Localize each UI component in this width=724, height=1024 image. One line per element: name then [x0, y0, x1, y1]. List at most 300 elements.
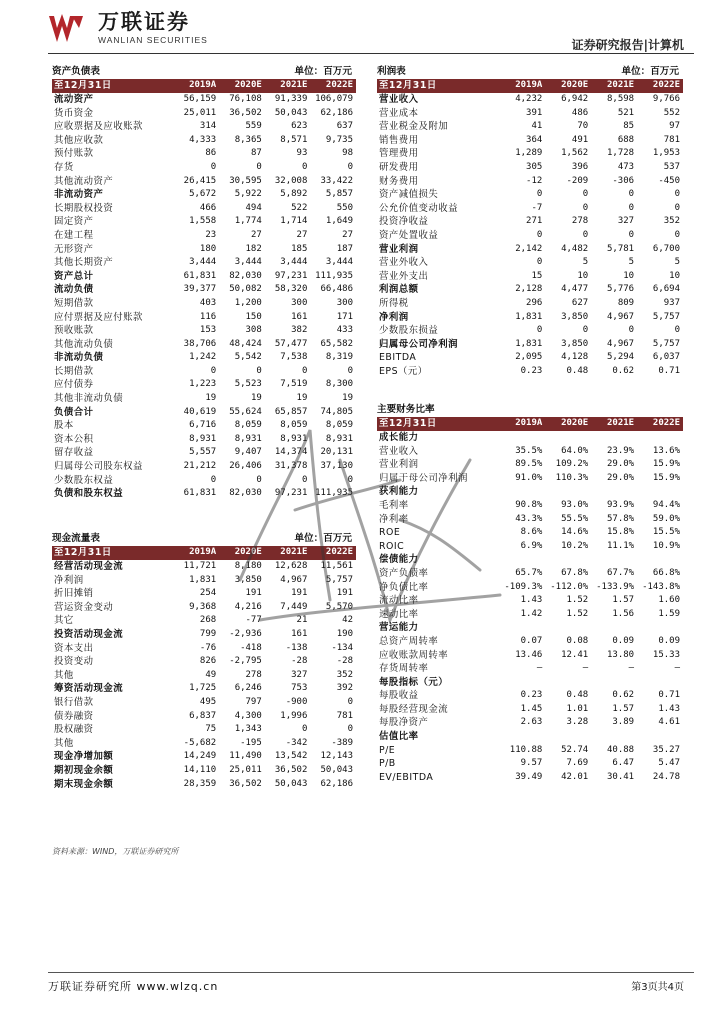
table-unit: 单位：百万元 — [294, 533, 352, 545]
table-row — [377, 553, 683, 567]
cell-value: 15 — [531, 270, 543, 281]
row-label: 其它 — [54, 615, 74, 627]
cell-value: 58,320 — [274, 284, 308, 295]
row-label: 净利润 — [54, 574, 84, 586]
table-row — [377, 730, 683, 744]
row-label: 营业收入 — [379, 445, 419, 457]
row-label: 其他非流动负债 — [54, 393, 124, 405]
cell-value: 62,186 — [320, 107, 353, 118]
row-label: 速动比率 — [379, 608, 419, 620]
cell-value: 38,706 — [183, 338, 217, 349]
table-row — [52, 710, 356, 724]
cell-value: -77 — [245, 615, 262, 626]
row-label: 投资净收益 — [379, 216, 429, 228]
cell-value: -133.9% — [596, 581, 635, 592]
row-label: 股本 — [54, 420, 74, 432]
cell-value: 5,672 — [189, 189, 217, 200]
row-label: 非流动负债 — [54, 352, 104, 364]
table-row — [377, 283, 683, 297]
cell-value: 0 — [210, 161, 217, 172]
cell-value: 9,407 — [234, 447, 262, 458]
row-label: 资产处置收益 — [379, 229, 439, 241]
cell-value: 50,043 — [320, 764, 353, 775]
cell-value — [545, 485, 591, 499]
row-label: 每股指标（元） — [379, 676, 449, 688]
cell-value: 308 — [245, 325, 262, 336]
column-header: 2021E — [265, 79, 311, 93]
cell-value: 8,931 — [189, 433, 217, 444]
cell-value: 3,850 — [234, 574, 262, 585]
cell-value: 0.48 — [566, 365, 589, 376]
cell-value: 1.01 — [566, 703, 589, 714]
cell-value: 1,562 — [561, 148, 589, 159]
cell-value: 12.41 — [561, 649, 589, 660]
page-header — [0, 0, 724, 54]
cell-value: -109.3% — [504, 581, 543, 592]
cell-value: 1.57 — [612, 703, 635, 714]
cell-value: 15.9% — [652, 459, 680, 470]
table-row — [377, 215, 683, 229]
cell-value: 0 — [210, 365, 217, 376]
cell-value: 57.8% — [606, 513, 635, 524]
cell-value: 31,378 — [274, 461, 308, 472]
cell-value: 6,837 — [189, 710, 217, 721]
cell-value: 10.2% — [561, 540, 589, 551]
cell-value: 8,059 — [325, 420, 353, 431]
cell-value: 91,339 — [274, 94, 308, 104]
cell-value: 110.3% — [555, 472, 589, 483]
table-title: 现金流量表 — [52, 533, 100, 545]
cell-value: 0.62 — [612, 365, 635, 376]
header-divider — [48, 53, 694, 54]
cell-value: 6.47 — [612, 758, 635, 769]
table-row — [377, 513, 683, 527]
cell-value: 623 — [291, 121, 308, 132]
cell-value: 66,486 — [320, 284, 353, 295]
table-row — [377, 526, 683, 540]
row-label: 流动比率 — [379, 595, 419, 607]
cell-value: 0.62 — [612, 690, 635, 701]
table-row — [377, 351, 683, 365]
cell-value: -12 — [526, 175, 543, 186]
cell-value: 6,700 — [652, 243, 680, 254]
cell-value: 1,558 — [189, 216, 217, 227]
cell-value: 7.69 — [566, 758, 589, 769]
cell-value: 75 — [205, 724, 217, 735]
row-label: 营业成本 — [379, 107, 419, 119]
row-label: 成长能力 — [379, 432, 419, 443]
footer-brand: 万联证券研究所 www.wlzq.cn — [48, 980, 219, 993]
row-label: EPS（元） — [379, 365, 428, 377]
page-number: 第3页共4页 — [631, 982, 684, 993]
cell-value: -28 — [336, 656, 353, 667]
cell-value — [545, 676, 591, 690]
cell-value: 6,942 — [561, 94, 589, 104]
cell-value: 8,571 — [280, 134, 308, 145]
cell-value: 48,424 — [229, 338, 262, 349]
cell-value: 6,716 — [189, 420, 217, 431]
cell-value — [637, 485, 683, 499]
row-label: 折旧摊销 — [54, 588, 94, 600]
row-label: 固定资产 — [54, 216, 94, 228]
table-row — [377, 689, 683, 703]
cell-value: 254 — [199, 588, 217, 599]
cell-value: 19 — [250, 393, 262, 404]
cell-value: 5 — [582, 257, 589, 268]
cell-value: 109.2% — [555, 459, 589, 470]
cell-value: 14,374 — [274, 447, 308, 458]
cell-value: — — [536, 663, 543, 674]
row-label: 资产负债率 — [379, 567, 429, 579]
table-row — [377, 188, 683, 202]
cell-value: 90.8% — [515, 499, 543, 510]
cell-value: 0.71 — [658, 690, 680, 701]
cell-value: 161 — [291, 311, 308, 322]
cash-flow-table — [52, 531, 356, 791]
row-label: 营业外支出 — [379, 270, 429, 282]
cell-value: 8,059 — [234, 420, 262, 431]
table-unit: 单位：百万元 — [621, 66, 679, 78]
cell-value — [591, 730, 637, 744]
table-row — [52, 93, 356, 107]
cell-value: 9.57 — [520, 758, 543, 769]
table-row — [52, 120, 356, 134]
table-row — [52, 460, 356, 474]
cell-value: 97 — [669, 121, 680, 132]
row-label: 投资变动 — [54, 656, 94, 668]
column-header: 2022E — [310, 79, 356, 93]
cell-value: 55,624 — [229, 406, 262, 417]
cell-value: 65,582 — [320, 338, 353, 349]
cell-value: 180 — [199, 243, 217, 254]
row-label: 货币资金 — [54, 107, 94, 119]
row-label: 资产总计 — [54, 270, 94, 282]
cell-value: 3,850 — [561, 311, 589, 322]
cell-value: 1.60 — [658, 595, 680, 606]
table-title: 主要财务比率 — [377, 404, 435, 416]
cell-value: 5.47 — [658, 758, 680, 769]
row-label: 少数股东损益 — [379, 325, 439, 337]
row-label: 其他 — [54, 669, 74, 681]
table-row — [52, 406, 356, 420]
column-header: 2021E — [265, 546, 311, 560]
cell-value: 50,043 — [274, 778, 308, 789]
row-label: 筹资活动现金流 — [54, 683, 124, 695]
cell-value: 8,180 — [234, 561, 262, 571]
cell-value: 937 — [663, 297, 680, 308]
cell-value: 19 — [342, 393, 353, 404]
balance-sheet-panel — [52, 64, 356, 501]
cell-value — [499, 676, 545, 690]
table-row — [377, 716, 683, 730]
cell-value: 62,186 — [320, 778, 353, 789]
table-row — [52, 311, 356, 325]
cell-value: 1.52 — [566, 608, 589, 619]
wanlian-logo-icon — [48, 14, 84, 44]
cell-value: 42 — [342, 615, 353, 626]
cell-value: 8.6% — [520, 527, 543, 538]
cell-value: 11,561 — [320, 561, 353, 571]
table-row — [377, 431, 683, 445]
table-row — [52, 175, 356, 189]
cell-value: 0 — [582, 325, 589, 336]
table-title-row — [52, 64, 356, 79]
cell-value: 809 — [617, 297, 635, 308]
row-label: 利润总额 — [379, 284, 419, 296]
table-row — [52, 696, 356, 710]
table-row — [52, 283, 356, 297]
cell-value: 15.33 — [652, 649, 680, 660]
cell-value: 56,159 — [183, 94, 217, 104]
cell-value: 13.80 — [606, 649, 635, 660]
table-row — [377, 107, 683, 121]
row-label: 银行借款 — [54, 696, 94, 708]
cell-value: -306 — [612, 175, 635, 186]
row-label: 总资产周转率 — [379, 635, 439, 647]
cell-value: 5,776 — [606, 284, 635, 295]
table-row — [377, 365, 683, 379]
cell-value: 30.41 — [606, 771, 635, 782]
table-row — [52, 446, 356, 460]
cell-value: 5 — [628, 257, 635, 268]
table-row — [52, 682, 356, 696]
row-label: 长期股权投资 — [54, 202, 114, 214]
cell-value: 1.43 — [520, 595, 543, 606]
cell-value: 27 — [296, 229, 308, 240]
row-label: 应收账款周转率 — [379, 649, 449, 661]
column-header: 2022E — [637, 417, 683, 431]
logo-english-text: WANLIAN SECURITIES — [98, 35, 208, 45]
row-label: 现金净增加额 — [54, 751, 114, 763]
cell-value: 559 — [245, 121, 262, 132]
cell-value: 352 — [663, 216, 680, 227]
cell-value: 185 — [291, 243, 308, 254]
cell-value: 271 — [526, 216, 543, 227]
table-row — [52, 419, 356, 433]
cell-value — [499, 553, 545, 567]
row-label: 在建工程 — [54, 229, 94, 241]
cell-value: 0 — [628, 325, 635, 336]
column-header: 2021E — [591, 79, 637, 93]
table-header-row — [52, 79, 356, 93]
cell-value: 191 — [291, 588, 308, 599]
cell-value: 5,757 — [325, 574, 353, 585]
cell-value: 7,519 — [280, 379, 308, 390]
cell-value: 50,082 — [229, 284, 262, 295]
cell-value: 65.7% — [515, 567, 543, 578]
cell-value: 278 — [571, 216, 589, 227]
row-label: 无形资产 — [54, 243, 94, 255]
cell-value: 1.52 — [566, 595, 589, 606]
cell-value: 1.56 — [612, 608, 635, 619]
row-label: 其他流动负债 — [54, 338, 114, 350]
table-row — [52, 351, 356, 365]
table-row — [52, 107, 356, 121]
row-label: 营业利润 — [379, 243, 419, 255]
cell-value: 278 — [245, 669, 262, 680]
cell-value: -138 — [285, 642, 308, 653]
cell-value: 4,967 — [606, 338, 635, 349]
cell-value: 74,805 — [320, 406, 353, 417]
cell-value: 521 — [617, 107, 635, 118]
cell-value: 495 — [199, 696, 217, 707]
table-row — [52, 574, 356, 588]
row-label: 毛利率 — [379, 499, 409, 511]
column-header: 至12月31日 — [377, 417, 499, 431]
cell-value: 2,095 — [515, 352, 543, 363]
cell-value: 396 — [571, 161, 589, 172]
cash-flow-panel — [52, 531, 356, 791]
cell-value: 0 — [536, 325, 543, 336]
cell-value: 314 — [199, 121, 217, 132]
table-row — [52, 560, 356, 574]
cell-value: 191 — [245, 588, 262, 599]
table-row — [377, 270, 683, 284]
cell-value: 43.3% — [515, 513, 543, 524]
table-row — [377, 771, 683, 785]
cell-value: 5,922 — [234, 189, 262, 200]
cell-value: 1,223 — [189, 379, 217, 390]
row-label: 营业税金及附加 — [379, 121, 449, 133]
row-label: 债券融资 — [54, 710, 94, 722]
cell-value: 5,781 — [606, 243, 635, 254]
cell-value: 52.74 — [561, 744, 589, 755]
table-row — [377, 676, 683, 690]
cell-value: 5,892 — [280, 189, 308, 200]
row-label: 资产减值损失 — [379, 189, 439, 201]
cell-value: 14,249 — [183, 751, 217, 762]
cell-value: 4,232 — [515, 94, 543, 104]
cell-value: 89.5% — [515, 459, 543, 470]
cell-value: 0 — [674, 325, 680, 336]
cell-value — [499, 730, 545, 744]
cell-value: 4,477 — [561, 284, 589, 295]
row-label: 营业外收入 — [379, 257, 429, 269]
cell-value: 28,359 — [183, 778, 217, 789]
cell-value: 0 — [628, 202, 635, 213]
cell-value: 171 — [336, 311, 353, 322]
table-row — [377, 338, 683, 352]
table-row — [377, 202, 683, 216]
row-label: 归属母公司净利润 — [379, 338, 459, 350]
cell-value: 781 — [663, 134, 680, 145]
cell-value: 4,300 — [234, 710, 262, 721]
row-label: 每股净资产 — [379, 717, 429, 729]
table-row — [52, 147, 356, 161]
cell-value: -2,936 — [229, 628, 262, 639]
cell-value: — — [674, 663, 680, 674]
cell-value: 0.09 — [658, 635, 680, 646]
cell-value: 1,289 — [515, 148, 543, 159]
cell-value: 3,444 — [325, 257, 353, 268]
cell-value: 15.8% — [606, 527, 635, 538]
cell-value: 4,967 — [606, 311, 635, 322]
cell-value: 116 — [199, 311, 217, 322]
cell-value: 1,725 — [189, 683, 217, 694]
row-label: P/B — [379, 758, 396, 770]
cell-value: -209 — [566, 175, 589, 186]
row-label: 非流动资产 — [54, 189, 104, 201]
cell-value: 305 — [526, 161, 543, 172]
table-row — [52, 215, 356, 229]
cell-value: 0.23 — [520, 365, 543, 376]
cell-value: 8,931 — [325, 433, 353, 444]
table-header-row — [377, 79, 683, 93]
table-row — [52, 723, 356, 737]
cell-value: 3,444 — [234, 257, 262, 268]
table-row — [52, 392, 356, 406]
cell-value: 10 — [669, 270, 680, 281]
cell-value: 8,931 — [234, 433, 262, 444]
cell-value: 61,831 — [183, 488, 217, 499]
cell-value: 24.78 — [652, 771, 680, 782]
cell-value: 433 — [336, 325, 353, 336]
cell-value: 0 — [301, 161, 308, 172]
cell-value: 5,857 — [325, 189, 353, 200]
cell-value: 11,490 — [229, 751, 262, 762]
column-header: 2020E — [219, 79, 265, 93]
cell-value: 5,542 — [234, 352, 262, 363]
table-row — [52, 188, 356, 202]
cell-value: -342 — [285, 737, 308, 748]
table-title: 资产负债表 — [52, 66, 100, 78]
cell-value: 39,377 — [183, 284, 217, 295]
cell-value: 327 — [291, 669, 308, 680]
row-label: 其他 — [54, 737, 74, 749]
cell-value: 5,294 — [606, 352, 635, 363]
cell-value: 382 — [291, 325, 308, 336]
cell-value: 49 — [205, 669, 217, 680]
row-label: ROE — [379, 527, 401, 539]
cell-value: 13.46 — [515, 649, 543, 660]
row-label: 净负债比率 — [379, 581, 429, 593]
cell-value: 300 — [336, 297, 353, 308]
cell-value: 64.0% — [561, 445, 589, 456]
row-label: 其他长期资产 — [54, 257, 114, 269]
cell-value: 86 — [205, 148, 217, 159]
table-row — [377, 324, 683, 338]
table-row — [377, 581, 683, 595]
cell-value: 153 — [199, 325, 217, 336]
row-label: 应付债券 — [54, 379, 94, 391]
cell-value: 29.0% — [606, 459, 635, 470]
cell-value: 26,406 — [229, 461, 262, 472]
table-row — [52, 297, 356, 311]
cell-value: 0 — [582, 229, 589, 240]
row-label: 营运能力 — [379, 622, 419, 634]
table-row — [52, 614, 356, 628]
cell-value: -76 — [199, 642, 217, 653]
table-row — [377, 229, 683, 243]
column-header: 2020E — [545, 79, 591, 93]
cell-value: 797 — [245, 696, 262, 707]
cell-value: 1,996 — [280, 710, 308, 721]
cell-value: 1,343 — [234, 724, 262, 735]
cell-value: 537 — [663, 161, 680, 172]
cell-value: 4.61 — [658, 717, 680, 728]
cell-value: 1.59 — [658, 608, 680, 619]
row-label: EBITDA — [379, 352, 417, 364]
cell-value: 0 — [628, 189, 635, 200]
table-row — [377, 485, 683, 499]
balance-sheet-table — [52, 64, 356, 501]
cell-value: 19 — [205, 393, 217, 404]
cell-value: 0.23 — [520, 690, 543, 701]
cell-value: 85 — [623, 121, 635, 132]
cell-value: 2,142 — [515, 243, 543, 254]
cell-value: 1,714 — [280, 216, 308, 227]
cell-value: 3.28 — [566, 717, 589, 728]
